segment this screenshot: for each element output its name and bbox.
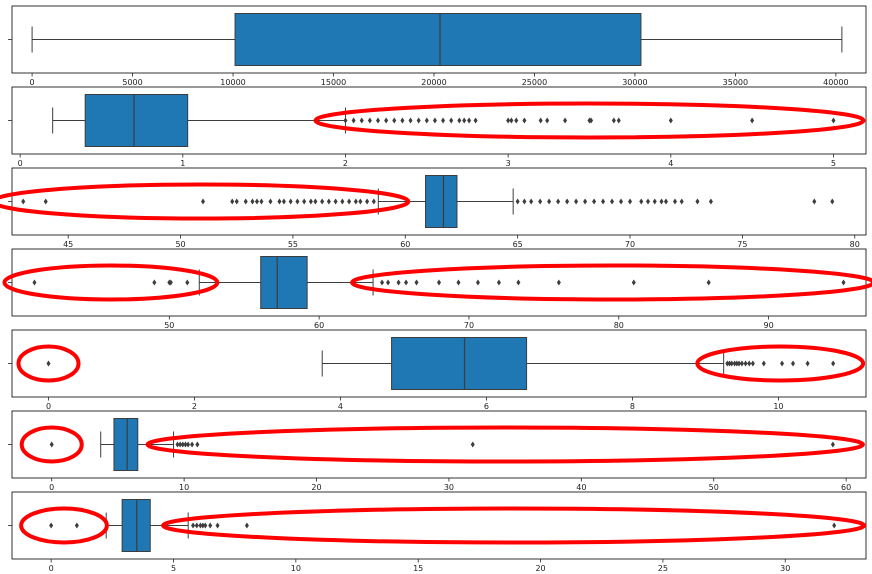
x-tick-label: 0 [45, 402, 52, 411]
outlier-point [762, 361, 766, 367]
outlier-point [780, 361, 784, 367]
outlier-point [516, 280, 520, 286]
outlier-point [195, 442, 199, 448]
outlier-point [646, 199, 650, 205]
x-tick-label: 20000 [421, 78, 447, 87]
outlier-point [529, 199, 533, 205]
x-tick-label: 5 [830, 159, 837, 168]
outlier-point [397, 280, 401, 286]
outlier-point [46, 361, 50, 367]
x-tick-label: 50 [708, 483, 719, 492]
outlier-point [695, 199, 699, 205]
x-tick-label: 2 [191, 402, 198, 411]
outlier-point [409, 118, 413, 124]
x-tick-label: 10 [773, 402, 784, 411]
x-tick-label: 30 [443, 483, 455, 492]
box-iqr [261, 257, 307, 309]
box-iqr [114, 419, 138, 471]
outlier-point [384, 118, 388, 124]
outlier-point [441, 118, 445, 124]
x-tick-label: 60 [400, 240, 411, 249]
outlier-point [368, 118, 372, 124]
outlier-point [547, 199, 551, 205]
outlier-point [601, 199, 605, 205]
outlier-point [516, 199, 520, 205]
outlier-point [277, 199, 281, 205]
outlier-point [628, 199, 632, 205]
outlier-point [563, 118, 567, 124]
x-tick-label: 2 [342, 159, 349, 168]
x-tick-label: 1 [180, 159, 186, 168]
outlier-point [365, 199, 369, 205]
outlier-point [556, 199, 560, 205]
x-tick-label: 55 [287, 240, 299, 249]
outlier-point [327, 199, 331, 205]
outlier-point [302, 199, 306, 205]
outlier-point [372, 199, 376, 205]
outlier-point [610, 199, 614, 205]
x-tick-label: 70 [624, 240, 636, 249]
x-tick-label: 50 [175, 240, 186, 249]
outlier-point [415, 280, 419, 286]
outlier-point [289, 199, 293, 205]
x-tick-label: 90 [763, 321, 774, 330]
boxplot-panel-6 [8, 411, 866, 492]
outlier-point [619, 199, 623, 205]
outlier-point [740, 361, 744, 367]
outlier-point [522, 199, 526, 205]
x-tick-label: 20 [535, 564, 546, 573]
outlier-point [21, 199, 25, 205]
outlier-point [751, 361, 755, 367]
outlier-point [471, 442, 475, 448]
outlier-point [457, 118, 461, 124]
outlier-point [832, 523, 836, 529]
x-tick-label: 0 [29, 78, 35, 87]
outlier-point [376, 118, 380, 124]
outlier-point [186, 442, 190, 448]
outlier-point [617, 118, 621, 124]
outlier-highlight-ellipse [163, 509, 864, 543]
outlier-point [152, 280, 156, 286]
outlier-point [747, 361, 751, 367]
outlier-point [190, 442, 194, 448]
x-tick-label: 75 [737, 240, 748, 249]
outlier-point [462, 118, 466, 124]
x-tick-label: 0 [49, 483, 55, 492]
outlier-point [653, 199, 657, 205]
outlier-point [539, 118, 543, 124]
outlier-point [639, 199, 643, 205]
outlier-point [320, 199, 324, 205]
outlier-point [203, 523, 207, 529]
outlier-point [669, 118, 673, 124]
x-tick-label: 80 [849, 240, 860, 249]
x-tick-label: 40 [576, 483, 587, 492]
outlier-point [514, 118, 518, 124]
outlier-point [831, 442, 835, 448]
boxplot-panel-2 [8, 87, 866, 168]
x-tick-label: 10 [290, 564, 301, 573]
outlier-point [268, 199, 272, 205]
x-tick-label: 15 [413, 564, 424, 573]
x-tick-label: 80 [613, 321, 624, 330]
outlier-point [250, 199, 254, 205]
x-tick-label: 15000 [320, 78, 347, 87]
outlier-point [437, 280, 441, 286]
outlier-point [831, 118, 835, 124]
x-tick-label: 25 [657, 564, 668, 573]
outlier-point [522, 118, 526, 124]
outlier-point [245, 523, 249, 529]
outlier-point [538, 199, 542, 205]
outlier-point [50, 442, 54, 448]
outlier-point [386, 280, 390, 286]
outlier-point [244, 199, 248, 205]
outlier-point [574, 199, 578, 205]
outlier-point [744, 361, 748, 367]
outlier-point [476, 280, 480, 286]
outlier-point [208, 523, 212, 529]
outlier-point [343, 118, 347, 124]
outlier-point [583, 199, 587, 205]
x-tick-label: 65 [512, 240, 523, 249]
x-tick-label: 25000 [521, 78, 548, 87]
outlier-point [449, 118, 453, 124]
outlier-point [709, 199, 713, 205]
outlier-point [380, 280, 384, 286]
outlier-point [235, 199, 239, 205]
outlier-point [313, 199, 317, 205]
outlier-point [400, 118, 404, 124]
outlier-point [404, 280, 408, 286]
box-iqr [426, 176, 457, 228]
outlier-point [433, 118, 437, 124]
outlier-point [216, 523, 220, 529]
outlier-point [806, 361, 810, 367]
outlier-point [680, 199, 684, 205]
outlier-point [347, 199, 351, 205]
outlier-point [32, 280, 36, 286]
box-iqr [392, 338, 527, 390]
x-tick-label: 4 [668, 159, 674, 168]
x-tick-label: 50 [164, 321, 175, 330]
outlier-point [75, 523, 79, 529]
x-tick-label: 30000 [622, 78, 648, 87]
x-tick-label: 8 [629, 402, 635, 411]
outlier-point [673, 199, 677, 205]
boxplot-panel-5 [8, 330, 866, 411]
outlier-point [750, 118, 754, 124]
x-tick-label: 5 [170, 564, 177, 573]
outlier-point [334, 199, 338, 205]
x-tick-label: 45 [63, 240, 74, 249]
outlier-point [44, 199, 48, 205]
outlier-point [230, 199, 234, 205]
x-tick-label: 20 [311, 483, 322, 492]
outlier-point [392, 118, 396, 124]
outlier-point [49, 523, 53, 529]
outlier-point [664, 199, 668, 205]
outlier-point [354, 199, 358, 205]
boxplot-panel-1 [8, 6, 866, 87]
outlier-point [195, 523, 199, 529]
outlier-point [295, 199, 299, 205]
outlier-point [812, 199, 816, 205]
boxplot-panel-4 [4, 249, 872, 330]
outlier-point [632, 280, 636, 286]
outlier-point [592, 199, 596, 205]
x-tick-label: 60 [314, 321, 325, 330]
outlier-point [707, 280, 711, 286]
x-tick-label: 40000 [823, 78, 849, 87]
outlier-point [474, 118, 478, 124]
x-tick-label: 10000 [220, 78, 246, 87]
outlier-point [659, 199, 663, 205]
outlier-point [612, 118, 616, 124]
outlier-point [509, 118, 513, 124]
outlier-point [842, 280, 846, 286]
outlier-point [358, 199, 362, 205]
x-tick-label: 60 [841, 483, 852, 492]
outlier-point [360, 118, 364, 124]
x-tick-label: 35000 [722, 78, 749, 87]
outlier-point [340, 199, 344, 205]
outlier-point [791, 361, 795, 367]
outlier-point [255, 199, 259, 205]
box-iqr [235, 14, 641, 66]
outlier-point [309, 199, 313, 205]
x-tick-label: 4 [337, 402, 344, 411]
outlier-point [282, 199, 286, 205]
outlier-point [352, 118, 356, 124]
x-tick-label: 0 [48, 564, 54, 573]
x-tick-label: 0 [17, 159, 23, 168]
x-tick-label: 30 [780, 564, 791, 573]
outlier-point [830, 199, 834, 205]
box-iqr [85, 95, 187, 147]
outlier-point [545, 118, 549, 124]
outlier-highlight-ellipse [148, 428, 863, 462]
outlier-point [456, 280, 460, 286]
box-iqr [122, 500, 150, 552]
x-tick-label: 70 [463, 321, 475, 330]
outlier-point [191, 523, 195, 529]
outlier-point [831, 361, 835, 367]
outlier-point [259, 199, 263, 205]
boxplot-panel-7 [8, 492, 866, 573]
x-tick-label: 3 [505, 159, 511, 168]
x-tick-label: 5000 [122, 78, 143, 87]
outlier-highlight-ellipse [352, 266, 872, 300]
outlier-point [201, 199, 205, 205]
x-tick-label: 6 [483, 402, 489, 411]
outlier-point [565, 199, 569, 205]
outlier-point [557, 280, 561, 286]
outlier-highlight-ellipse [21, 509, 107, 543]
outlier-point [467, 118, 471, 124]
outlier-point [185, 280, 189, 286]
outlier-point [497, 280, 501, 286]
outlier-point [425, 118, 429, 124]
x-tick-label: 10 [179, 483, 190, 492]
outlier-point [417, 118, 421, 124]
boxplot-panel-3 [0, 168, 866, 249]
